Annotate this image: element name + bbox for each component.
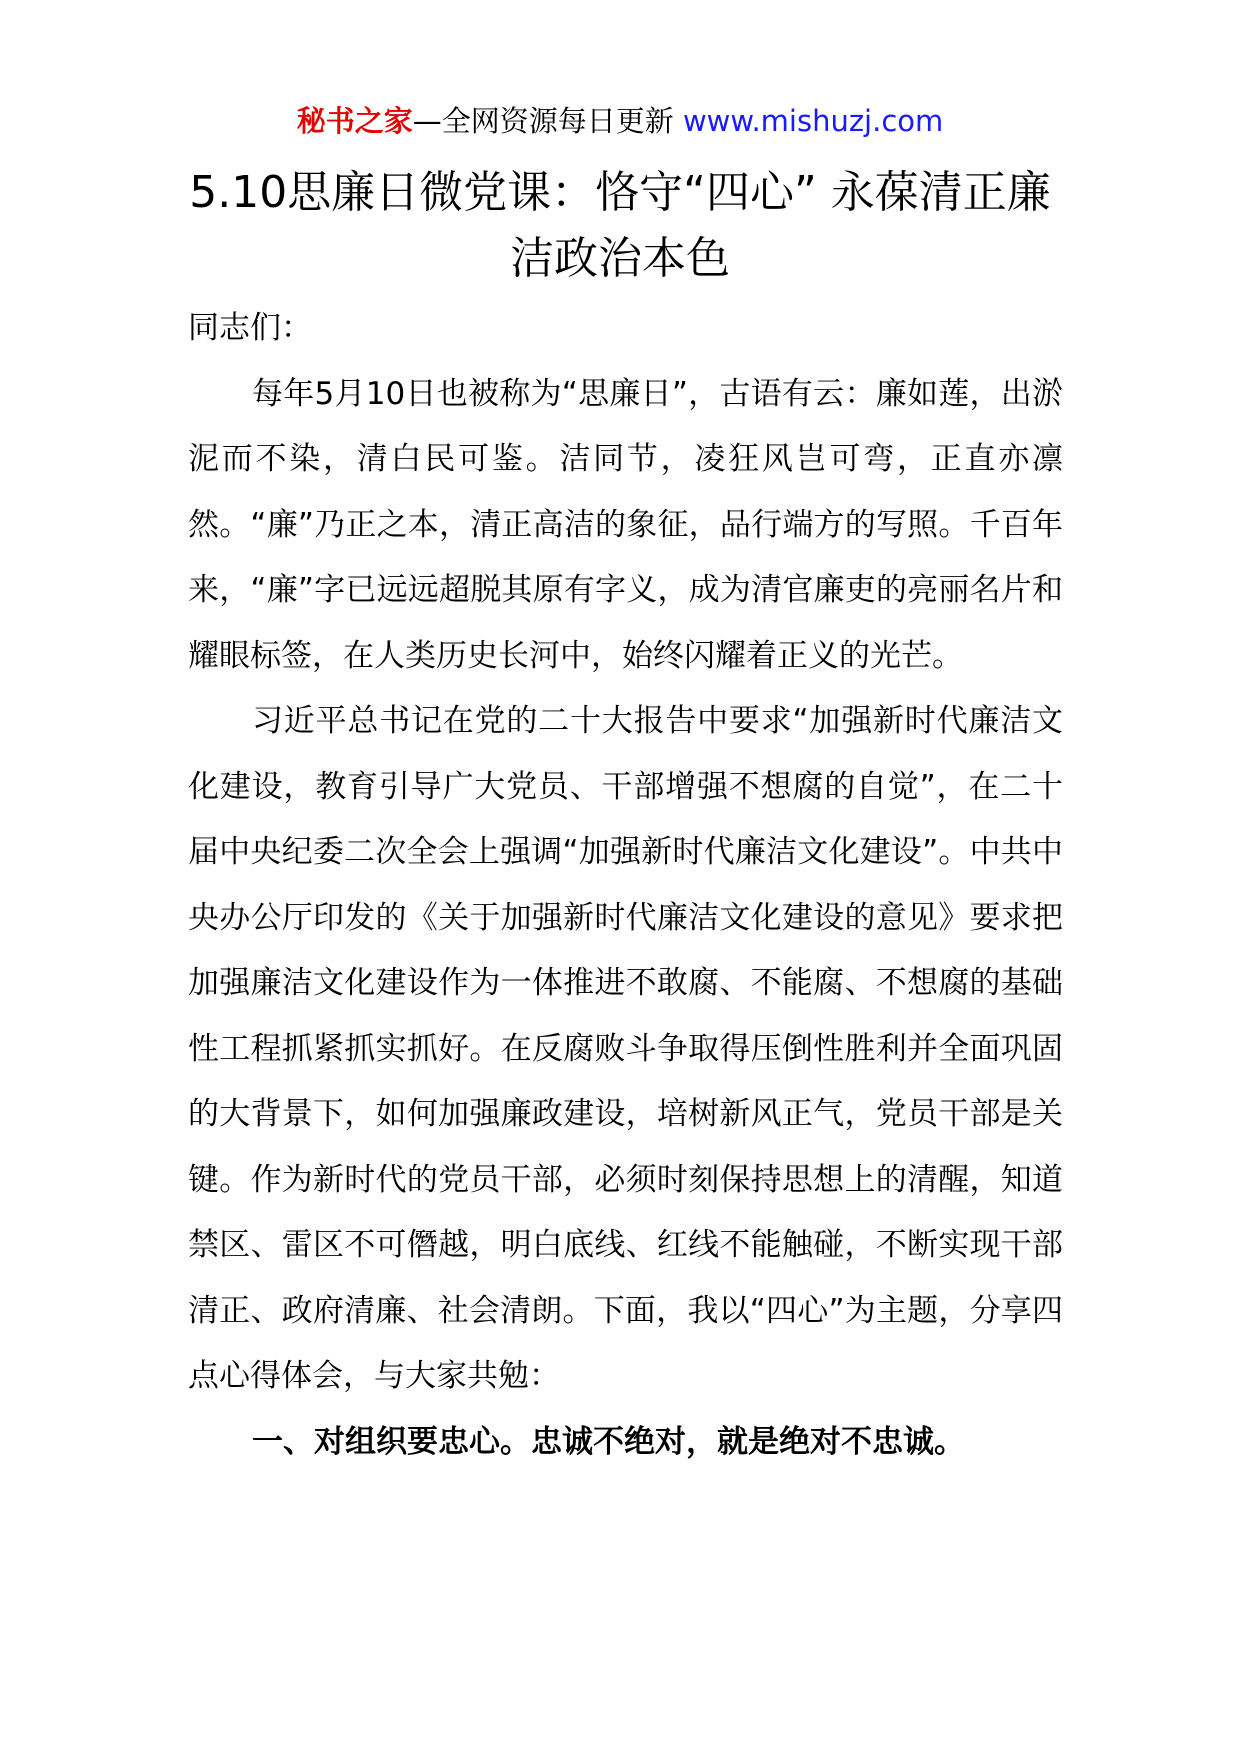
paragraph-2: 习近平总书记在党的二十大报告中要求“加强新时代廉洁文化建设，教育引导广大党员、干部增强不想腐的自觉”，在二十届中央纪委二次全会上强调“加强新时代廉洁文化建设”。中共中央办公厅印发的《关于加强新时代廉洁文化建设的意见》要求把加强廉洁文化建设作为一体推进不敢腐、不能腐、不想腐的基础性工程抓紧抓实抓好。在反腐败斗争取得压倒性胜利并全面巩固的大背景下，如何加强廉政建设，培树新风正气，党员干部是关键。作为新时代的党员干部，必须时刻保持思想上的清醒，知道禁区、雷区不可僭越，明白底线、红线不能触碰，不断实现干部清正、政府清廉、社会清朗。下面，我以“四心”为主题，分享四点心得体会，与大家共勉： <box>188 703 1063 1394</box>
site-header <box>0 100 1240 142</box>
site-url-link[interactable]: www.mishuzj.com <box>682 104 944 138</box>
section-heading-1: 一、对组织要忠心。忠诚不绝对，就是绝对不忠诚。 <box>252 1423 965 1460</box>
paragraph-1: 每年5月10日也被称为“思廉日”，古语有云：廉如莲，出淤泥而不染，清白民可鉴。洁同节，凌狂风岂可弯，正直亦凛然。“廉”乃正之本，清正高洁的象征，品行端方的写照。千百年来，“廉”字已远远超脱其原有字义，成为清官廉吏的亮丽名片和耀眼标签，在人类历史长河中，始终闪耀着正义的光芒。 <box>188 375 1063 674</box>
salutation: 同志们： <box>188 310 312 346</box>
document-body <box>188 296 1063 1475</box>
document-title: 5.10思廉日微党课：恪守“四心” 永葆清正廉洁政治本色 <box>189 167 1051 284</box>
site-slogan: —全网资源每日更新 <box>412 104 683 138</box>
site-brand: 秘书之家 <box>296 104 413 138</box>
